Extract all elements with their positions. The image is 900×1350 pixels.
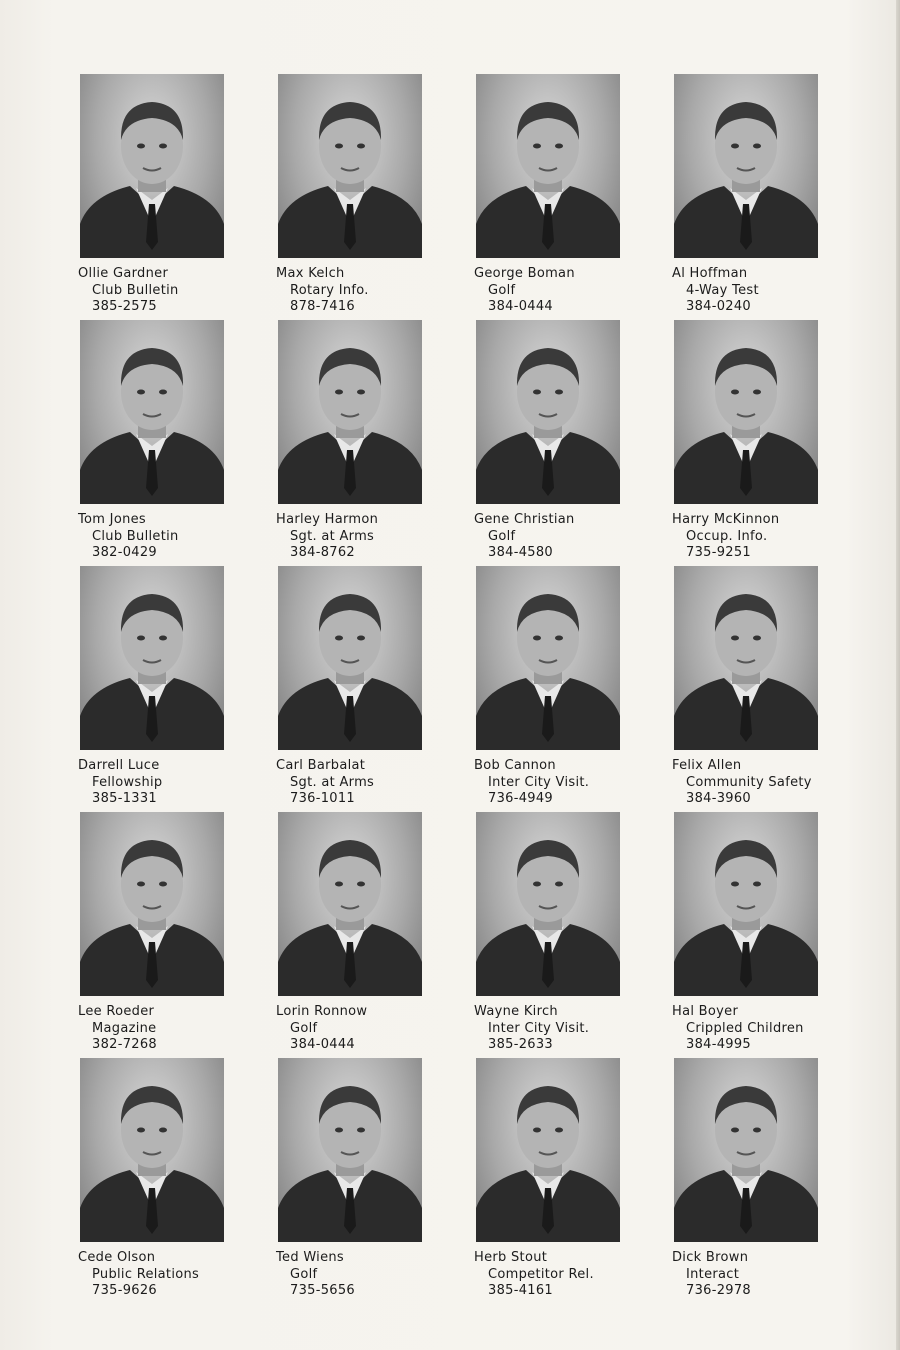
portrait-photo-icon (80, 1058, 224, 1242)
member-card (76, 320, 222, 560)
member-portrait-photo (80, 1058, 224, 1242)
member-phone: 878-7416 (290, 299, 355, 314)
member-portrait-photo (674, 320, 818, 504)
portrait-photo-icon (674, 812, 818, 996)
member-name: Herb Stout (474, 1250, 548, 1265)
member-role: Fellowship (92, 774, 163, 790)
member-caption (672, 758, 822, 808)
member-name: Felix Allen (672, 758, 742, 773)
member-portrait-photo (476, 1058, 620, 1242)
portrait-photo-icon (278, 74, 422, 258)
member-portrait-photo (278, 74, 422, 258)
member-phone: 736-1011 (290, 791, 355, 806)
member-caption (78, 758, 228, 808)
member-card (472, 1058, 618, 1298)
member-name: George Boman (474, 266, 575, 281)
member-portrait-photo (674, 566, 818, 750)
member-card (274, 566, 420, 806)
page-edge (896, 0, 900, 1350)
portrait-photo-icon (476, 74, 620, 258)
member-name: Al Hoffman (672, 266, 748, 281)
member-name: Max Kelch (276, 266, 345, 281)
member-phone: 384-0444 (488, 299, 553, 314)
member-name: Gene Christian (474, 512, 575, 527)
member-caption (672, 1250, 822, 1300)
member-phone: 384-0444 (290, 1037, 355, 1052)
member-name: Bob Cannon (474, 758, 556, 773)
member-role: Occup. Info. (686, 528, 768, 544)
member-caption (474, 1250, 624, 1300)
member-card (670, 1058, 816, 1298)
member-caption (276, 512, 426, 562)
member-card (76, 1058, 222, 1298)
member-role: Magazine (92, 1020, 157, 1036)
member-card (472, 74, 618, 314)
member-name: Lee Roeder (78, 1004, 155, 1019)
member-portrait-photo (80, 812, 224, 996)
member-portrait-photo (80, 74, 224, 258)
member-caption (276, 1004, 426, 1054)
member-phone: 735-9251 (686, 545, 751, 560)
member-caption (672, 512, 822, 562)
member-card (76, 74, 222, 314)
member-portrait-photo (476, 320, 620, 504)
portrait-photo-icon (674, 74, 818, 258)
member-caption (672, 1004, 822, 1054)
member-phone: 384-0240 (686, 299, 751, 314)
member-grid (76, 74, 816, 1298)
member-caption (474, 266, 624, 316)
member-phone: 385-4161 (488, 1283, 553, 1298)
member-role: Golf (488, 528, 516, 544)
member-caption (78, 266, 228, 316)
member-portrait-photo (674, 812, 818, 996)
member-caption (672, 266, 822, 316)
member-name: Harley Harmon (276, 512, 379, 527)
member-portrait-photo (80, 566, 224, 750)
member-phone: 384-3960 (686, 791, 751, 806)
portrait-photo-icon (674, 566, 818, 750)
portrait-photo-icon (278, 320, 422, 504)
member-card (76, 566, 222, 806)
member-name: Harry McKinnon (672, 512, 780, 527)
member-name: Ollie Gardner (78, 266, 169, 281)
member-card (670, 812, 816, 1052)
member-role: Club Bulletin (92, 528, 179, 544)
member-phone: 384-4580 (488, 545, 553, 560)
member-role: Sgt. at Arms (290, 528, 375, 544)
member-name: Ted Wiens (276, 1250, 345, 1265)
member-phone: 385-1331 (92, 791, 157, 806)
member-name: Lorin Ronnow (276, 1004, 368, 1019)
portrait-photo-icon (476, 1058, 620, 1242)
member-name: Cede Olson (78, 1250, 156, 1265)
member-role: Competitor Rel. (488, 1266, 594, 1282)
member-phone: 736-4949 (488, 791, 553, 806)
member-role: Club Bulletin (92, 282, 179, 298)
member-card (472, 812, 618, 1052)
portrait-photo-icon (80, 320, 224, 504)
portrait-photo-icon (476, 566, 620, 750)
member-portrait-photo (476, 812, 620, 996)
member-phone: 384-8762 (290, 545, 355, 560)
member-role: 4-Way Test (686, 282, 759, 298)
member-role: Community Safety (686, 774, 812, 790)
portrait-photo-icon (476, 812, 620, 996)
member-portrait-photo (278, 320, 422, 504)
member-card (274, 74, 420, 314)
member-phone: 382-0429 (92, 545, 157, 560)
portrait-photo-icon (278, 812, 422, 996)
member-caption (474, 1004, 624, 1054)
member-caption (474, 512, 624, 562)
member-role: Inter City Visit. (488, 1020, 590, 1036)
member-portrait-photo (674, 1058, 818, 1242)
portrait-photo-icon (476, 320, 620, 504)
portrait-photo-icon (80, 566, 224, 750)
member-card (472, 320, 618, 560)
member-caption (78, 512, 228, 562)
portrait-photo-icon (80, 812, 224, 996)
member-name: Hal Boyer (672, 1004, 739, 1019)
member-phone: 735-5656 (290, 1283, 355, 1298)
member-caption (78, 1004, 228, 1054)
member-portrait-photo (278, 1058, 422, 1242)
member-phone: 382-7268 (92, 1037, 157, 1052)
member-role: Public Relations (92, 1266, 200, 1282)
member-role: Crippled Children (686, 1020, 804, 1036)
member-role: Rotary Info. (290, 282, 369, 298)
member-role: Golf (488, 282, 516, 298)
member-role: Sgt. at Arms (290, 774, 375, 790)
member-name: Carl Barbalat (276, 758, 366, 773)
member-card (670, 74, 816, 314)
member-name: Tom Jones (78, 512, 146, 527)
portrait-photo-icon (278, 566, 422, 750)
member-phone: 385-2575 (92, 299, 157, 314)
member-portrait-photo (80, 320, 224, 504)
member-caption (276, 1250, 426, 1300)
portrait-photo-icon (278, 1058, 422, 1242)
member-role: Inter City Visit. (488, 774, 590, 790)
member-caption (474, 758, 624, 808)
member-role: Interact (686, 1266, 740, 1282)
member-card (76, 812, 222, 1052)
member-role: Golf (290, 1266, 318, 1282)
member-name: Darrell Luce (78, 758, 160, 773)
member-caption (276, 758, 426, 808)
member-role: Golf (290, 1020, 318, 1036)
portrait-photo-icon (674, 320, 818, 504)
member-card (274, 812, 420, 1052)
member-portrait-photo (278, 566, 422, 750)
member-card (472, 566, 618, 806)
member-card (670, 320, 816, 560)
member-card (274, 1058, 420, 1298)
portrait-photo-icon (674, 1058, 818, 1242)
member-caption (276, 266, 426, 316)
member-portrait-photo (476, 566, 620, 750)
member-card (670, 566, 816, 806)
member-caption (78, 1250, 228, 1300)
portrait-photo-icon (80, 74, 224, 258)
member-phone: 384-4995 (686, 1037, 751, 1052)
member-portrait-photo (278, 812, 422, 996)
member-name: Wayne Kirch (474, 1004, 558, 1019)
member-phone: 736-2978 (686, 1283, 751, 1298)
member-phone: 385-2633 (488, 1037, 553, 1052)
member-card (274, 320, 420, 560)
member-phone: 735-9626 (92, 1283, 157, 1298)
member-name: Dick Brown (672, 1250, 749, 1265)
member-portrait-photo (674, 74, 818, 258)
member-portrait-photo (476, 74, 620, 258)
